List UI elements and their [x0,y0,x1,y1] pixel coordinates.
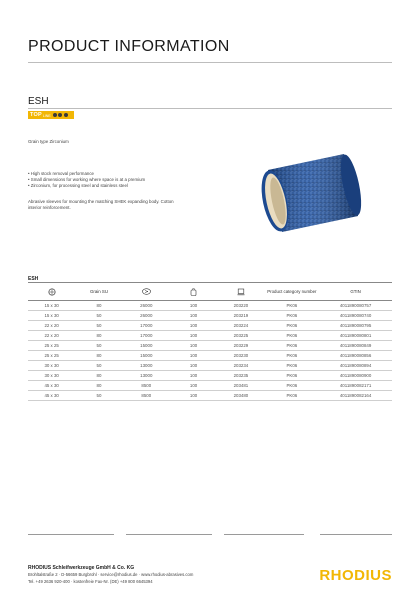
table-cell: 100 [170,391,217,401]
table-cell: 50 [75,341,122,351]
company-address: Brohltalstraße 2 · D-56659 Burgbrohl · service@rhodius.de · www.rhodius-abrasives.com [28,572,194,577]
packaging-icon [170,283,217,301]
table-cell: 203230 [217,351,264,361]
table-cell: 4011890080900 [319,371,392,381]
table-cell: 4011890080757 [319,301,392,311]
feature-item: • High stock removal performance [28,171,145,177]
table-cell: 203219 [217,311,264,321]
table-row [28,391,392,401]
table-label: ESH [28,276,39,282]
table-cell: 17000 [123,331,170,341]
table-cell: 203220 [217,301,264,311]
footer-divider [126,534,212,535]
product-divider [28,108,392,109]
table-cell: PK06 [265,351,320,361]
product-name: ESH [28,96,49,107]
article-icon [217,283,264,301]
table-cell: 8500 [123,381,170,391]
table-cell: 203225 [217,331,264,341]
table-cell: 22 x 20 [28,321,75,331]
feature-item: • Small dimensions for working where space is at a premium [28,177,145,183]
table-cell: PK06 [265,311,320,321]
table-cell: 13000 [123,361,170,371]
table-cell: 80 [75,331,122,341]
table-cell: 100 [170,321,217,331]
table-cell: 80 [75,351,122,361]
table-cell: 100 [170,381,217,391]
table-cell: 45 x 30 [28,381,75,391]
table-cell: 203481 [217,381,264,391]
table-row [28,321,392,331]
top-line-badge [28,111,74,119]
company-phone: Tel. +49 2636 920-400 · kostenfreie Fax-Nr. (DE) +49 800 6645394 [28,579,153,584]
rpm-icon [123,283,170,301]
footer-divider [28,534,114,535]
table-cell: 26000 [123,301,170,311]
table-cell: 100 [170,301,217,311]
table-cell: 13000 [123,371,170,381]
table-row [28,341,392,351]
col-category: Product category number [265,283,320,301]
table-cell: 80 [75,371,122,381]
table-cell: PK06 [265,391,320,401]
table-row [28,301,392,311]
table-row [28,311,392,321]
grain-type: Grain type Zirconium [28,139,69,144]
table-cell: 15000 [123,351,170,361]
table-cell: PK06 [265,321,320,331]
table-cell: 30 x 30 [28,371,75,381]
table-cell: 203229 [217,341,264,351]
footer-divider [224,534,304,535]
product-description: Abrasive sleeves for mounting the matching SHEK expanding body. Cotton interior reinforcement. [28,199,174,210]
table-cell: 4011890082171 [319,381,392,391]
table-cell: 4011890080894 [319,361,392,371]
diameter-icon [28,283,75,301]
table-cell: PK06 [265,361,320,371]
table-cell: 26000 [123,311,170,321]
product-table [28,282,392,401]
table-cell: PK06 [265,381,320,391]
table-cell: 100 [170,351,217,361]
table-cell: 30 x 30 [28,361,75,371]
table-cell: 100 [170,341,217,351]
table-cell: 4011890080801 [319,331,392,341]
footer-dividers [28,534,392,535]
table-cell: 25 x 25 [28,341,75,351]
badge-dots [53,113,68,117]
table-header-row [28,283,392,301]
table-cell: 80 [75,301,122,311]
table-cell: 15000 [123,341,170,351]
table-cell: 22 x 20 [28,331,75,341]
table-cell: 45 x 30 [28,391,75,401]
footer-divider [320,534,392,535]
table-cell: PK06 [265,371,320,381]
table-cell: 100 [170,371,217,381]
table-cell: 203224 [217,321,264,331]
table-cell: 50 [75,311,122,321]
table-row [28,381,392,391]
page-title: PRODUCT INFORMATION [28,38,230,55]
table-cell: 4011890080856 [319,351,392,361]
table-cell: 100 [170,361,217,371]
table-cell: 50 [75,391,122,401]
table-cell: 80 [75,381,122,391]
table-row [28,351,392,361]
table-cell: 4011890080849 [319,341,392,351]
table-cell: 15 x 30 [28,301,75,311]
table-cell: 15 x 30 [28,311,75,321]
table-cell: 4011890080740 [319,311,392,321]
feature-list [28,171,145,189]
title-divider [28,62,392,63]
table-cell: 4011890082164 [319,391,392,401]
col-grain: Grain SU [75,283,122,301]
badge-main: TOP [30,112,42,118]
table-cell: 203234 [217,361,264,371]
table-cell: 50 [75,361,122,371]
abrasive-sleeve-image [258,148,368,238]
table-cell: PK06 [265,341,320,351]
table-cell: 203480 [217,391,264,401]
badge-sub: LINE [42,113,51,118]
table-cell: 100 [170,331,217,341]
table-row [28,361,392,371]
rhodius-logo: RHODIUS [319,567,392,584]
table-cell: 50 [75,321,122,331]
table-cell: 8500 [123,391,170,401]
table-row [28,331,392,341]
col-gtin: GTIN [319,283,392,301]
company-name: RHODIUS Schleifwerkzeuge GmbH & Co. KG [28,565,135,571]
feature-item: • Zirconium, for processing steel and stainless steel [28,183,145,189]
table-cell: 4011890080795 [319,321,392,331]
badge-dot [58,113,62,117]
table-cell: PK06 [265,301,320,311]
table-cell: PK06 [265,331,320,341]
badge-dot [64,113,68,117]
badge-dot [53,113,57,117]
table-cell: 203235 [217,371,264,381]
table-row [28,371,392,381]
table-cell: 17000 [123,321,170,331]
table-cell: 25 x 25 [28,351,75,361]
table-cell: 100 [170,311,217,321]
